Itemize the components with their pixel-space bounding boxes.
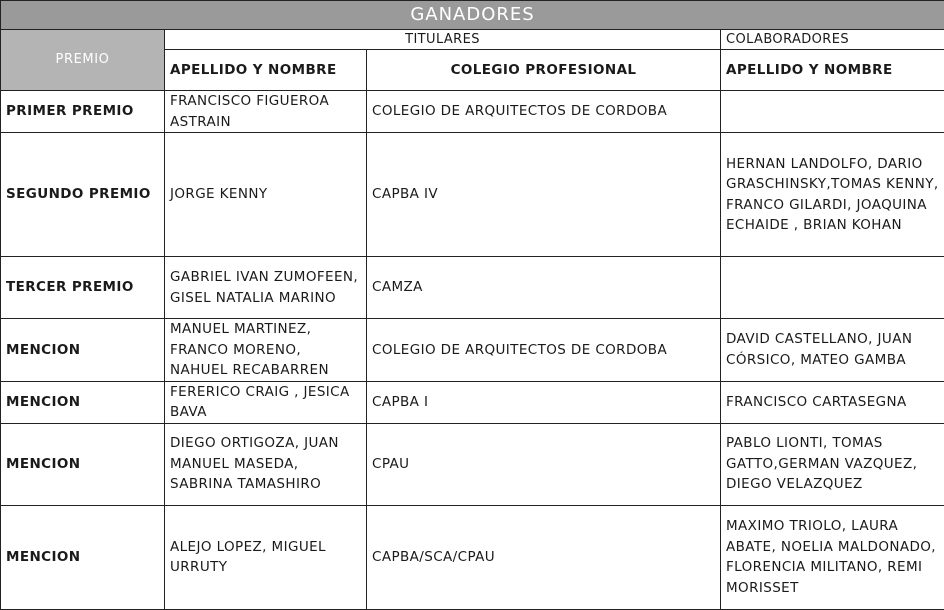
colegio-cell: CAMZA (367, 257, 721, 319)
prize-cell: MENCION (1, 319, 165, 382)
titulares-cell: JORGE KENNY (165, 133, 367, 257)
titulares-cell: MANUEL MARTINEZ, FRANCO MORENO, NAHUEL RECABARREN (165, 319, 367, 382)
colaboradores-cell: DAVID CASTELLANO, JUAN CÓRSICO, MATEO GAMBA (721, 319, 944, 382)
prize-cell: MENCION (1, 423, 165, 505)
table-row (1, 91, 944, 133)
colegio-cell: COLEGIO DE ARQUITECTOS DE CORDOBA (367, 91, 721, 133)
colegio-cell: CPAU (367, 423, 721, 505)
titulares-cell: FRANCISCO FIGUEROA ASTRAIN (165, 91, 367, 133)
titulares-cell: ALEJO LOPEZ, MIGUEL URRUTY (165, 505, 367, 609)
colegio-cell: CAPBA/SCA/CPAU (367, 505, 721, 609)
titulares-cell: DIEGO ORTIGOZA, JUAN MANUEL MASEDA, SABRINA TAMASHIRO (165, 423, 367, 505)
colaboradores-cell: MAXIMO TRIOLO, LAURA ABATE, NOELIA MALDONADO, FLORENCIA MILITANO, REMI MORISSET (721, 505, 944, 609)
apellido-nombre-header: APELLIDO Y NOMBRE (165, 50, 367, 91)
titulares-cell: GABRIEL IVAN ZUMOFEEN, GISEL NATALIA MARINO (165, 257, 367, 319)
prize-cell: MENCION (1, 381, 165, 423)
colegio-cell: CAPBA IV (367, 133, 721, 257)
titulares-cell: FERERICO CRAIG , JESICA BAVA (165, 381, 367, 423)
premio-header: PREMIO (1, 30, 165, 91)
colegio-cell: COLEGIO DE ARQUITECTOS DE CORDOBA (367, 319, 721, 382)
colaboradores-cell (721, 91, 944, 133)
table-title: GANADORES (1, 1, 944, 30)
table-row (1, 505, 944, 609)
colaboradores-cell: FRANCISCO CARTASEGNA (721, 381, 944, 423)
table-row (1, 133, 944, 257)
colab-apellido-nombre-header: APELLIDO Y NOMBRE (721, 50, 944, 91)
table-row (1, 319, 944, 382)
colaboradores-cell: PABLO LIONTI, TOMAS GATTO,GERMAN VAZQUEZ, DIEGO VELAZQUEZ (721, 423, 944, 505)
title-row (1, 1, 944, 30)
table-row (1, 423, 944, 505)
titulares-header: TITULARES (165, 30, 721, 50)
colaboradores-cell (721, 257, 944, 319)
table-row (1, 257, 944, 319)
prize-cell: PRIMER PREMIO (1, 91, 165, 133)
table-row (1, 381, 944, 423)
colaboradores-header: COLABORADORES (721, 30, 944, 50)
prize-cell: SEGUNDO PREMIO (1, 133, 165, 257)
group-header-row (1, 30, 944, 50)
colaboradores-cell: HERNAN LANDOLFO, DARIO GRASCHINSKY,TOMAS KENNY, FRANCO GILARDI, JOAQUINA ECHAIDE , BRIAN KOHAN (721, 133, 944, 257)
prize-cell: TERCER PREMIO (1, 257, 165, 319)
colegio-profesional-header: COLEGIO PROFESIONAL (367, 50, 721, 91)
prize-cell: MENCION (1, 505, 165, 609)
colegio-cell: CAPBA I (367, 381, 721, 423)
